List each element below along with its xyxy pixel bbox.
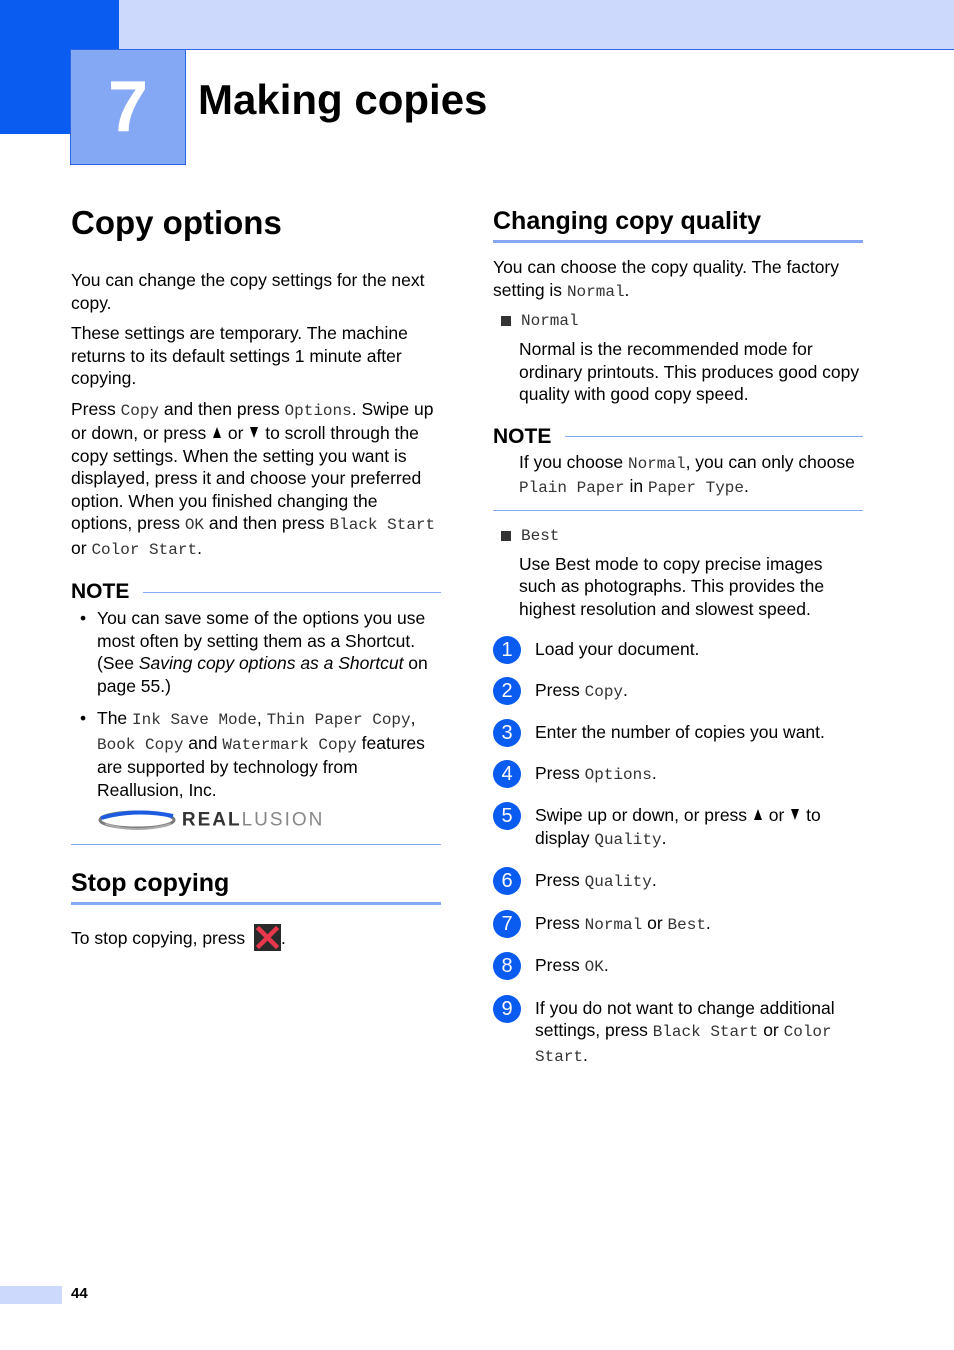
- reallusion-logo: REALLUSION: [97, 806, 324, 836]
- step-number-badge: 5: [493, 802, 521, 830]
- step-number-badge: 4: [493, 760, 521, 788]
- step-1: 1 Load your document.: [493, 638, 863, 661]
- paragraph-instructions: Press Copy and then press Options. Swipe up or down, or press or to scroll through the copy settings. When the setting you want is displayed, press it and choose your preferred option. When you finished changing the options, press OK and then press Black Start or Color Start.: [71, 398, 436, 559]
- step-number-badge: 8: [493, 952, 521, 980]
- option-best-desc: Use Best mode to copy precise images such as photographs. This provides the highest resolution and slowest speed.: [519, 553, 825, 619]
- page-number: 44: [71, 1285, 88, 1302]
- square-bullet-icon: [501, 531, 511, 541]
- paragraph-quality-intro: You can choose the copy quality. The factory setting is Normal.: [493, 257, 840, 301]
- note-label: NOTE: [71, 580, 130, 603]
- footer-bar: [0, 1286, 62, 1304]
- note-label: NOTE: [493, 424, 552, 448]
- note-close-rule: [493, 510, 863, 511]
- note-list: [71, 607, 441, 836]
- right-column: [493, 204, 863, 1068]
- option-best-label: Best: [493, 527, 863, 545]
- header-band: [119, 0, 954, 50]
- section-title-stop-copying: Stop copying: [71, 869, 441, 905]
- down-arrow-icon: [250, 427, 258, 438]
- paragraph-stop: To stop copying, press .: [71, 924, 441, 951]
- chapter-title: Making copies: [198, 76, 488, 123]
- step-9: 9 If you do not want to change additional settings, press Black Start or Color Start.: [493, 997, 863, 1069]
- step-6: 6 Press Quality.: [493, 869, 863, 894]
- section-title-copy-options: Copy options: [71, 204, 282, 241]
- paragraph-intro: You can change the copy settings for the next copy.: [71, 270, 425, 313]
- note-rule: [143, 592, 441, 593]
- note-item-shortcut: • You can save some of the options you use most often by setting them as a Shortcut. (See Saving copy options as a Shortcut on page 55.): [71, 607, 441, 697]
- note-paper-type: If you choose Normal, you can only choose Plain Paper in Paper Type.: [519, 451, 855, 497]
- step-2: 2 Press Copy.: [493, 679, 863, 704]
- step-number-badge: 6: [493, 867, 521, 895]
- step-3: 3 Enter the number of copies you want.: [493, 721, 863, 744]
- square-bullet-icon: [501, 316, 511, 326]
- steps-list: [493, 638, 863, 1068]
- step-number-badge: 2: [493, 677, 521, 705]
- option-normal-desc: Normal is the recommended mode for ordinary printouts. This produces good copy quality with good copy speed.: [519, 339, 860, 404]
- step-number-badge: 3: [493, 719, 521, 747]
- option-normal-label: Normal: [493, 312, 863, 330]
- stop-x-icon: [254, 924, 281, 951]
- step-number-badge: 7: [493, 910, 521, 938]
- note-close-rule: [71, 844, 441, 845]
- reallusion-swoosh-icon: [97, 806, 177, 836]
- step-4: 4 Press Options.: [493, 762, 863, 787]
- note-rule: [565, 436, 863, 437]
- up-arrow-icon: [213, 427, 221, 438]
- step-5: 5 Swipe up or down, or press or to display Quality.: [493, 804, 863, 851]
- note-item-reallusion: • The Ink Save Mode, Thin Paper Copy, Book Copy and Watermark Copy features are supported by technology from Reallusion, Inc. REALLUSION: [71, 707, 441, 836]
- down-arrow-icon: [791, 809, 799, 820]
- step-number-badge: 9: [493, 995, 521, 1023]
- up-arrow-icon: [754, 809, 762, 820]
- step-number-badge: 1: [493, 636, 521, 664]
- left-column: [71, 204, 441, 951]
- note-header-left: [71, 580, 441, 604]
- section-title-copy-quality: Changing copy quality: [493, 207, 863, 243]
- note-header-right: [493, 425, 863, 449]
- chapter-number-box: [70, 49, 186, 165]
- step-8: 8 Press OK.: [493, 954, 863, 979]
- step-7: 7 Press Normal or Best.: [493, 912, 863, 937]
- paragraph-temporary: These settings are temporary. The machine returns to its default settings 1 minute after copying.: [71, 323, 408, 388]
- chapter-number: 7: [107, 67, 149, 147]
